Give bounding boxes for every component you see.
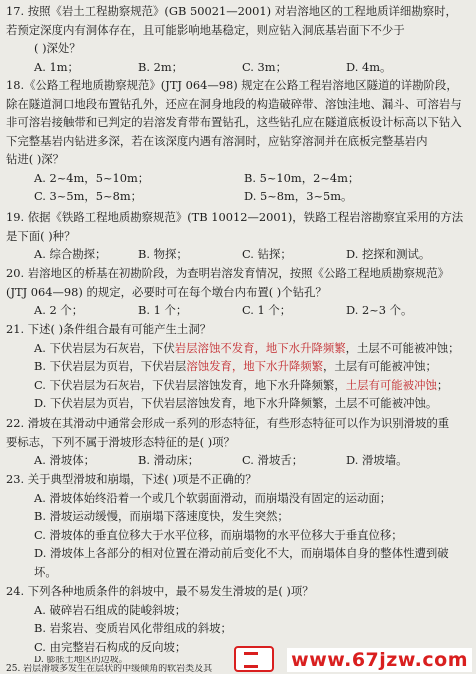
question-text: 19. 依据《铁路工程地质勘察规范》(TB 10012—2001)，铁路工程岩溶勘察宜采用的方法	[6, 210, 464, 224]
question-23	[6, 470, 468, 581]
options-row	[6, 245, 468, 264]
option-text: C. 下伏岩层为石灰岩，下伏岩层溶蚀发育，地下水升降频繁，	[34, 377, 346, 392]
options-row	[6, 301, 468, 320]
option-a: A. 滑坡体；	[34, 453, 96, 467]
option-text: ，土层有可能被冲蚀；	[323, 359, 437, 373]
question-text: 23. 关于典型滑坡和崩塌，下述( )项是不正确的？	[6, 472, 257, 486]
option-d	[6, 394, 468, 413]
question-text: 是下面( )种？	[6, 228, 76, 243]
question-text: 钻进( )深？	[6, 152, 65, 166]
option-c: C. 滑坡体的垂直位移大于水平位移，而崩塌物的水平位移大于垂直位移；	[34, 527, 403, 542]
option-c	[6, 376, 468, 395]
option-b: B. 2m；	[138, 59, 184, 74]
option-a: A. 2 个；	[34, 303, 84, 317]
option-b: B. 物探；	[138, 247, 188, 261]
option-c: C. 3~5m，5~8m；	[34, 189, 143, 203]
option-c: C. 1 个；	[242, 303, 292, 317]
option-b	[6, 357, 468, 376]
option-a: A. 2~4m，5~10m；	[34, 170, 150, 185]
question-17	[6, 2, 468, 76]
question-18	[6, 76, 468, 206]
question-24	[6, 582, 468, 656]
option-c: C. 滑坡舌；	[242, 453, 304, 467]
option-c: C. 钻探；	[242, 247, 292, 261]
option-text: ；	[436, 377, 449, 392]
option-a: A. 破碎岩石组成的陡峻斜坡；	[34, 602, 187, 617]
option-d-continued: 坏。	[34, 564, 57, 579]
option-a	[6, 339, 468, 358]
question-text: 要标志，下列不属于滑坡形态特征的是( )项？	[6, 434, 235, 449]
question-21	[6, 320, 468, 413]
option-text: B. 下伏岩层为页岩，下伏岩层	[34, 359, 187, 373]
options-row	[6, 58, 468, 77]
option-d: D. 5~8m，3~5m。	[244, 189, 353, 203]
highlighted-text: 土层有可能被冲蚀	[345, 377, 437, 392]
question-19	[6, 208, 468, 264]
question-text: 18.《公路工程地质勘察规范》(JTJ 064—98) 规定在公路工程岩溶地区隧道的详勘阶段，	[6, 78, 458, 92]
option-a: A. 滑坡体始终沿着一个或几个软弱面滑动，而崩塌没有固定的运动面；	[34, 490, 392, 505]
option-d: D. 4m。	[346, 59, 392, 74]
watermark-logo	[234, 646, 274, 672]
option-b: B. 滑动床；	[138, 453, 200, 467]
question-text: 24. 下列各种地质条件的斜坡中，最不易发生滑坡的是( )项？	[6, 584, 314, 598]
option-b: B. 5~10m，2~4m；	[244, 170, 360, 185]
watermark-site: www.67jzw.com	[287, 648, 472, 672]
question-text: 下完整基岩内钻进多深，若在该深度内遇有溶洞时，应钻穿溶洞并在底板完整基岩内	[6, 133, 428, 148]
options-row	[6, 187, 468, 206]
question-text: 除在隧道洞口地段布置钻孔外，还应在洞身地段的构造破碎带、溶蚀洼地、漏斗、可溶岩与	[6, 96, 462, 111]
option-b: B. 1 个；	[138, 303, 188, 317]
question-text: 若预定深度内有洞体存在，且可能影响地基稳定，则应钻入洞底基岩面下不少于	[6, 22, 405, 37]
option-c: C. 3m；	[242, 59, 287, 74]
question-text: 17. 按照《岩土工程勘察规范》(GB 50021—2001) 对岩溶地区的工程地质详细勘察时，	[6, 4, 457, 18]
highlighted-text: 岩层溶蚀不发育，地下水升降频繁	[174, 340, 346, 355]
question-text: 22. 滑坡在其滑动中通常会形成一系列的形态特征，有些形态特征可以作为识别滑坡的重	[6, 416, 450, 430]
option-d: D. 膨胀土地区的边坡。	[34, 656, 128, 665]
option-d: D. 挖探和测试。	[346, 247, 431, 261]
option-text: A. 下伏岩层为石灰岩，下伏	[34, 340, 175, 355]
question-25	[6, 664, 256, 674]
options-row	[6, 451, 468, 470]
option-d: D. 滑坡体上各部分的相对位置在滑动前后变化不大，而崩塌体自身的整体性遭到破	[34, 546, 449, 560]
question-text: 20. 岩溶地区的桥基在初勘阶段，为查明岩溶发育情况，按照《公路工程地质勘察规范》	[6, 266, 450, 280]
options-row	[6, 169, 468, 188]
option-text: ，土层不可能被冲蚀；	[345, 340, 460, 355]
option-a: A. 1m；	[34, 59, 79, 74]
option-d: D. 滑坡墙。	[346, 453, 408, 467]
question-22	[6, 414, 468, 470]
option-a: A. 综合勘探；	[34, 247, 107, 261]
question-text: (JTJ 064—98) 的规定，必要时可在每个墩台内布置( )个钻孔？	[6, 284, 327, 299]
highlighted-text: 溶蚀发育，地下水升降频繁	[186, 359, 324, 373]
question-20	[6, 264, 468, 320]
option-b: B. 岩浆岩、变质岩风化带组成的斜坡；	[34, 621, 232, 635]
question-text: 25. 岩层滑坡多发生在层状的中缓倾角的软岩类及其	[6, 664, 213, 674]
question-text: ( )深处？	[34, 41, 81, 55]
question-text: 21. 下述( )条件组合最有可能产生土洞？	[6, 322, 212, 336]
option-text: D. 下伏岩层为页岩，下伏岩层溶蚀发育，地下水升降频繁，土层不可能被冲蚀。	[34, 396, 438, 410]
option-c: C. 由完整岩石构成的反向坡；	[34, 639, 187, 654]
option-d: D. 2~3 个。	[346, 303, 413, 317]
option-b: B. 滑坡运动缓慢，而崩塌下落速度快，发生突然；	[34, 509, 289, 523]
question-text: 非可溶岩接触带和已判定的岩溶发育带布置钻孔，这些钻孔应在隧道底板设计标高以下钻入	[6, 115, 462, 129]
